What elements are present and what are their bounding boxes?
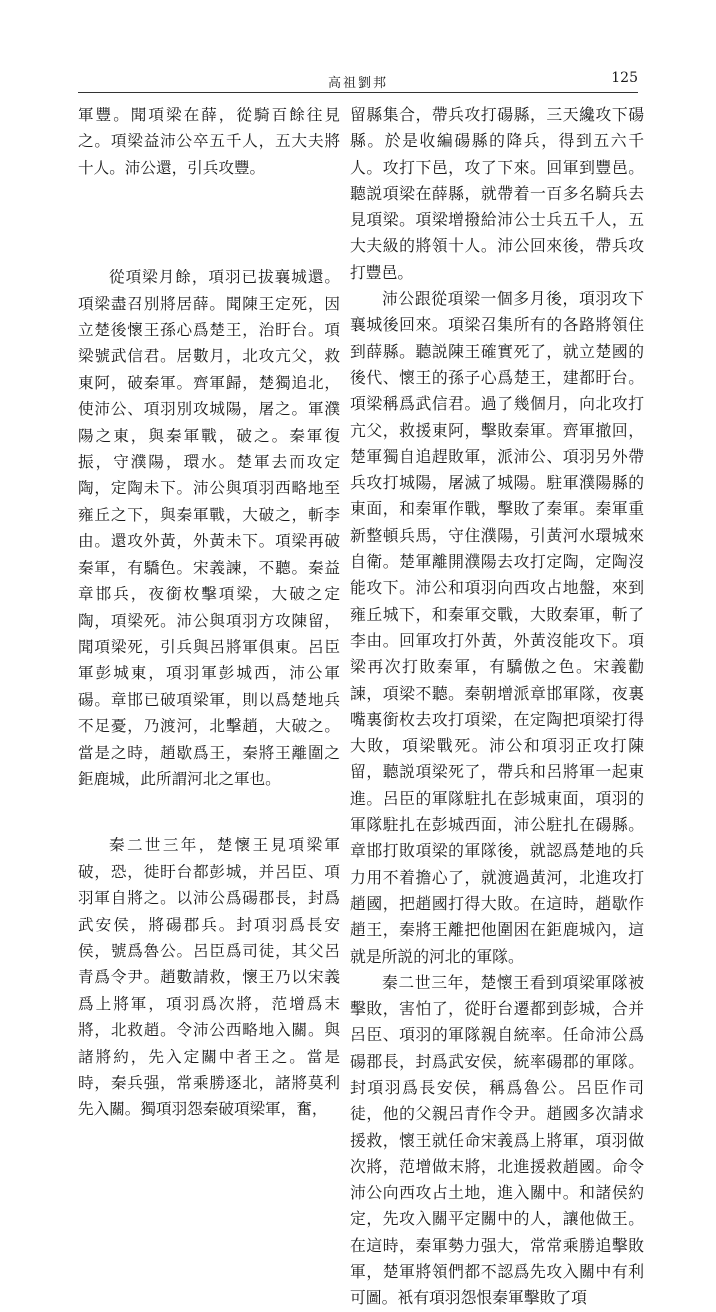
paragraph-gap [78, 181, 340, 264]
running-title: 高祖劉邦 [327, 76, 388, 91]
page-number: 125 [611, 70, 638, 86]
translation-paragraph-3: 秦二世三年，楚懷王看到項梁軍隊被擊敗，害怕了，從盱台遷都到彭城，合并呂臣、項羽的軍隊親自統率。任命沛公爲碭郡長，封爲武安侯，統率碭郡的軍隊。封項羽爲長安侯，稱爲魯公。呂臣作司徒，他的父親呂青作令尹。趙國多次請求援救，懷王就任命宋義爲上將軍，項羽做次將，范增做末將，北進援救趙國。命令沛公向西攻占土地，進入關中。和諸侯約定，先攻入關平定關中的人，讓他做王。在這時，秦軍勢力强大，常常乘勝追擊敗軍，楚軍將領們都不認爲先攻入關中有利可圖。衹有項羽怨恨秦軍擊敗了項 [350, 972, 644, 1308]
translation-paragraph-2: 沛公跟從項梁一個多月後，項羽攻下襄城後回來。項梁召集所有的各路將領住到薛縣。聽説陳王確實死了，就立楚國的後代、懷王的孫子心爲楚王，建都盱台。項梁稱爲武信君。過了幾個月，向北攻打亢父，救援東阿，擊敗秦軍。齊軍撤回，楚軍獨自追趕敗軍，派沛公、項羽另外帶兵攻打城陽，屠滅了城陽。駐軍濮陽縣的東面，和秦軍作戰，擊敗了秦軍。秦軍重新整頓兵馬，守住濮陽，引黃河水環城來自衛。楚軍離開濮陽去攻打定陶，定陶沒能攻下。沛公和項羽向西攻占地盤，來到雍丘城下，和秦軍交戰，大敗秦軍，斬了李由。回軍攻打外黃，外黃沒能攻下。項梁再次打敗秦軍，有驕傲之色。宋義勸諫，項梁不聽。秦朝增派章邯軍隊，夜裏嘴裏銜枚去攻打項梁，在定陶把項梁打得大敗，項梁戰死。沛公和項羽正攻打陳留，聽説項梁死了，帶兵和呂將軍一起東進。呂臣的軍隊駐扎在彭城東面，項羽的軍隊駐扎在彭城西面，沛公駐扎在碭縣。章邯打敗項梁的軍隊後，就認爲楚地的兵力用不着擔心了，就渡過黃河，北進攻打趙國，把趙國打得大敗。在這時，趙歇作趙王，秦將王離把他圍困在鉅鹿城內，這就是所説的河北的軍隊。 [350, 289, 644, 966]
translation-column [350, 102, 644, 1312]
paragraph-gap [78, 792, 340, 832]
original-text-column [78, 102, 340, 1123]
translation-paragraph-1: 留縣集合，帶兵攻打碭縣，三天纔攻下碭縣。於是收編碭縣的降兵，得到五六千人。攻打下邑，攻了下來。回軍到豐邑。聽説項梁在薛縣，就帶着一百多名騎兵去見項梁。項梁增撥給沛公士兵五千人，五大夫級的將領十人。沛公回來後，帶兵攻打豐邑。 [350, 105, 644, 282]
original-paragraph-3: 秦二世三年，楚懷王見項梁軍破，恐，徙盱台都彭城，并呂臣、項羽軍自將之。以沛公爲碭郡長，封爲武安侯，將碭郡兵。封項羽爲長安侯，號爲魯公。呂臣爲司徒，其父呂青爲令尹。趙數請救，懷王乃以宋義爲上將軍，項羽爲次將，范增爲末將，北救趙。令沛公西略地入關。與諸將約，先入定關中者王之。當是時，秦兵强，常乘勝逐北，諸將莫利先入關。獨項羽怨秦破項梁軍，奮， [78, 836, 340, 1119]
original-paragraph-2: 從項梁月餘，項羽已拔襄城還。項梁盡召別將居薛。聞陳王定死，因立楚後懷王孫心爲楚王，治盱台。項梁號武信君。居數月，北攻亢父，救東阿，破秦軍。齊軍歸，楚獨追北，使沛公、項羽別攻城陽，屠之。軍濮陽之東，與秦軍戰，破之。秦軍復振，守濮陽，環水。楚軍去而攻定陶，定陶未下。沛公與項羽西略地至雍丘之下，與秦軍戰，大破之，斬李由。還攻外黃，外黃未下。項梁再破秦軍，有驕色。宋義諫，不聽。秦益章邯兵，夜銜枚擊項梁，大破之定陶，項梁死。沛公與項羽方攻陳留，聞項梁死，引兵與呂將軍俱東。呂臣軍彭城東，項羽軍彭城西，沛公軍碭。章邯已破項梁軍，則以爲楚地兵不足憂，乃渡河，北擊趙，大破之。當是之時，趙歇爲王，秦將王離圍之鉅鹿城，此所謂河北之軍也。 [78, 268, 340, 788]
page-header [78, 58, 638, 94]
header-rule [78, 92, 638, 93]
original-paragraph-1: 軍豐。聞項梁在薛，從騎百餘往見之。項梁益沛公卒五千人，五大夫將十人。沛公還，引兵攻豐。 [78, 106, 340, 177]
